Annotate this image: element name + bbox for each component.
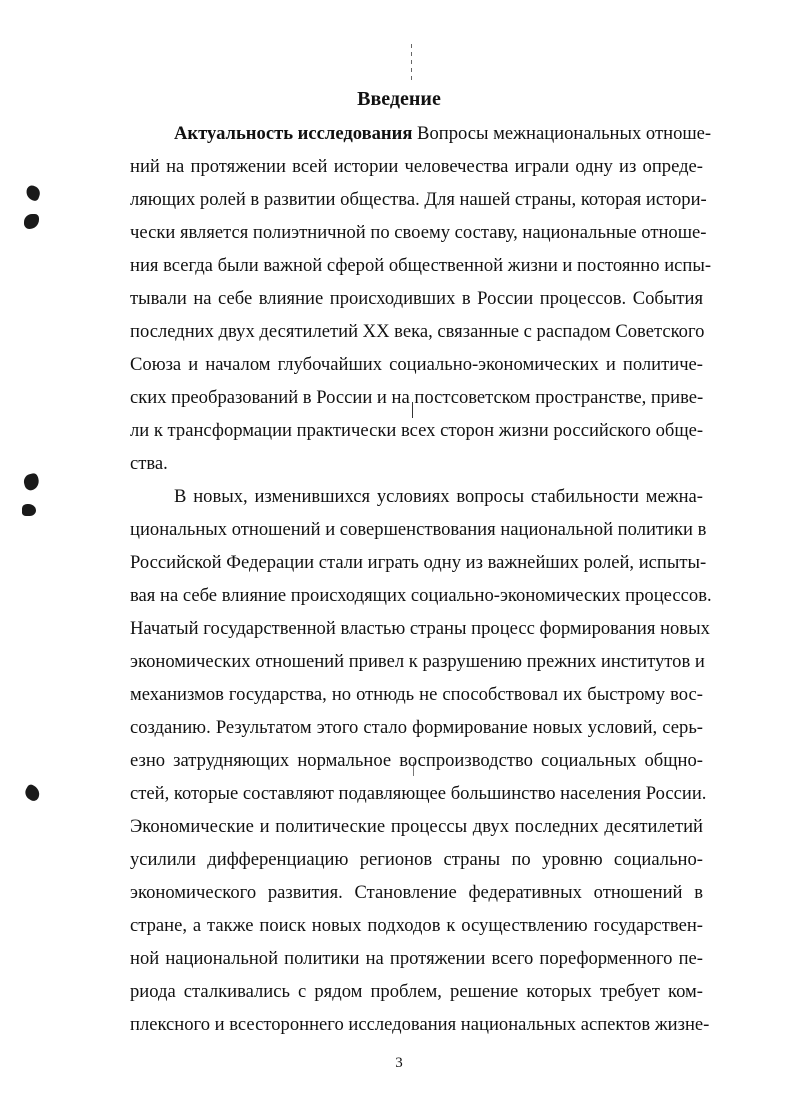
text-line: ских преобразований в России и на постсоветском пространстве, приве- <box>130 387 704 408</box>
text-line: ства. <box>130 453 168 474</box>
margin-speck-1 <box>24 184 42 202</box>
lead-bold: Актуальность исследования <box>174 123 413 144</box>
text-line: циональных отношений и совершенствования национальной политики в <box>130 519 707 540</box>
text-line: последних двух десятилетий XX века, связанные с распадом Советского <box>130 321 705 342</box>
scan-mark-top <box>411 44 412 84</box>
text-line: риода сталкивались с рядом проблем, решение которых требует ком- <box>130 981 703 1002</box>
text-line: вая на себе влияние происходящих социально-экономических процессов. <box>130 585 712 606</box>
margin-speck-4 <box>22 504 36 516</box>
text-line: Актуальность исследования Вопросы межнациональных отноше- <box>174 123 712 144</box>
text-line: Союза и началом глубочайших социально-экономических и политиче- <box>130 354 703 375</box>
text-line: механизмов государства, но отнюдь не способствовал их быстрому вос- <box>130 684 703 705</box>
text-line: усилили дифференциацию регионов страны по уровню социально- <box>130 849 703 870</box>
text-line: В новых, изменившихся условиях вопросы стабильности межна- <box>174 486 703 507</box>
text-line: Экономические и политические процессы двух последних десятилетий <box>130 816 703 837</box>
text-line: Российской Федерации стали играть одну из важнейших ролей, испыты- <box>130 552 707 573</box>
margin-speck-5 <box>23 783 43 803</box>
page-number: 3 <box>395 1055 403 1071</box>
text-line: ния всегда были важной сферой общественной жизни и постоянно испы- <box>130 255 712 276</box>
text-line: ной национальной политики на протяжении всего пореформенного пе- <box>130 948 703 969</box>
text-line: ли к трансформации практически всех сторон жизни российского обще- <box>130 420 704 441</box>
text-line: экономических отношений привел к разрушению прежних институтов и <box>130 651 705 672</box>
margin-speck-3 <box>22 472 41 491</box>
page-title: Введение <box>357 88 441 110</box>
text-line: созданию. Результатом этого стало формирование новых условий, серь- <box>130 717 703 738</box>
text-line: плексного и всестороннего исследования национальных аспектов жизне- <box>130 1014 710 1035</box>
text-line: ний на протяжении всей истории человечества играли одну из опреде- <box>130 156 703 177</box>
text-line: ляющих ролей в развитии общества. Для нашей страны, которая истори- <box>130 189 707 210</box>
text-line: Начатый государственной властью страны процесс формирования новых <box>130 618 710 639</box>
margin-speck-2 <box>24 214 39 229</box>
text-line: чески является полиэтничной по своему составу, национальные отноше- <box>130 222 707 243</box>
text-line: экономического развития. Становление федеративных отношений в <box>130 882 703 903</box>
text-line: стей, которые составляют подавляющее большинство населения России. <box>130 783 707 804</box>
text-line: стране, а также поиск новых подходов к осуществлению государствен- <box>130 915 703 936</box>
text-line: тывали на себе влияние происходивших в России процессов. События <box>130 288 703 309</box>
text-line: езно затрудняющих нормальное воспроизводство социальных общно- <box>130 750 703 771</box>
